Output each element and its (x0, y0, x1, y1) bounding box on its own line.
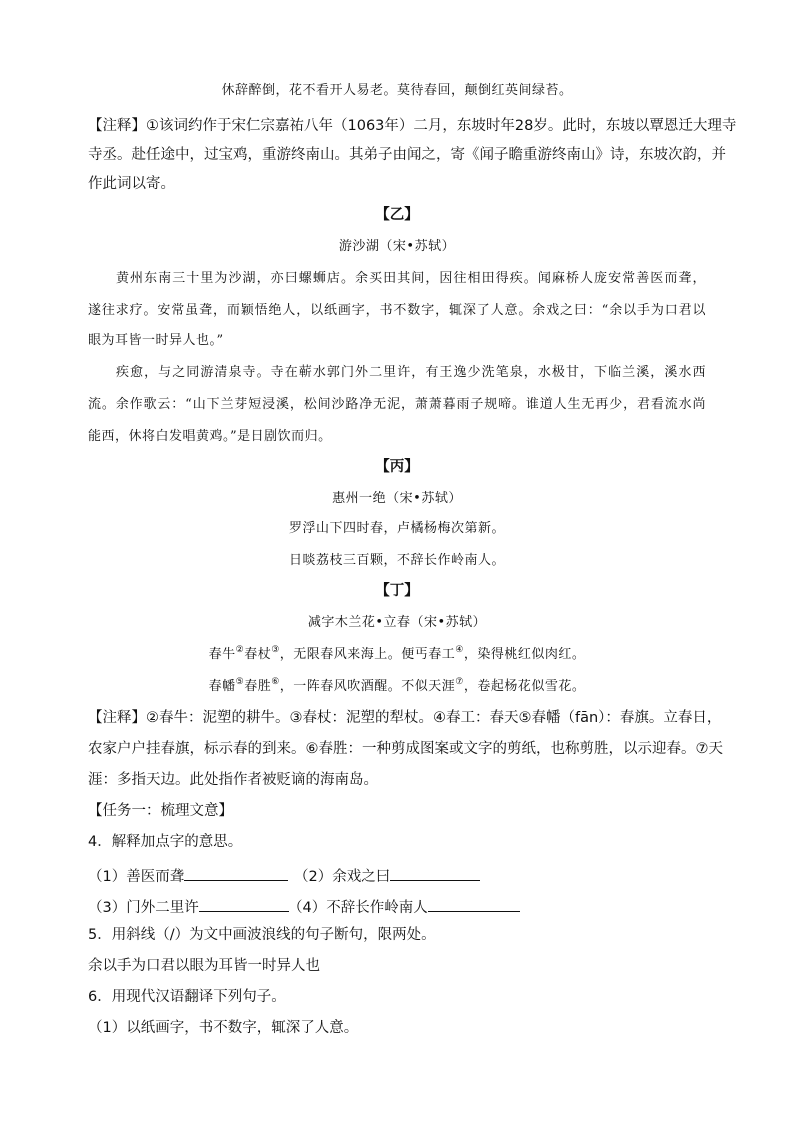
ding-l1-a: 春牛 (208, 647, 236, 662)
ding-l1-b: 春杖 (244, 647, 272, 662)
q4-item-4-label: （4）不辞长作岭南人 (288, 900, 428, 916)
q4-item-3-label: （3）门外二里许 (88, 900, 199, 916)
poem-jia-last-line: 休辞醉倒，花不看开人易老。莫待春回，颠倒红英间绿苔。 (221, 83, 573, 98)
bing-poem-line-2: 日啖荔枝三百颗，不辞长作岭南人。 (288, 553, 505, 568)
question-6-stem: 6．用现代汉语翻译下列句子。 (88, 989, 286, 1005)
ding-poem-line-2 (0, 677, 794, 694)
q4-item-1-answer-blank[interactable] (184, 866, 288, 881)
question-4-row-2 (88, 897, 289, 916)
annotation-2-line-3: 涯：多指天边。此处指作者被贬谪的海南岛。 (88, 772, 378, 788)
section-bing-heading: 【丙】 (375, 459, 419, 475)
section-yi-heading: 【乙】 (375, 207, 419, 223)
annotation-2-line-1: 【注释】②春牛：泥塑的耕牛。③春杖：泥塑的犁杖。④春工：春天⑤春幡（fān）：春旗。立春日， (88, 710, 722, 726)
yi-para-2-line-1: 疾愈，与之同游清泉寺。寺在蕲水郭门外二里许，有王逸少洗笔泉，水极甘，下临兰溪，溪水西 (116, 365, 706, 380)
note-mark-6: ⑥ (271, 677, 280, 687)
q4-item-3-answer-blank[interactable] (199, 897, 289, 912)
section-ding-heading: 【丁】 (375, 583, 419, 599)
yi-para-2-line-3: 能西，休将白发唱黄鸡。”是日剧饮而归。 (88, 429, 332, 444)
note-mark-7: ⑦ (455, 677, 464, 687)
note-mark-5: ⑤ (235, 677, 245, 687)
note-mark-4: ④ (455, 645, 464, 655)
q4-item-2-label: （2）余戏之曰 (294, 869, 391, 885)
note-mark-3: ③ (271, 645, 280, 655)
yi-para-1-line-1: 黄州东南三十里为沙湖，亦曰螺蛳店。余买田其间，因往相田得疾。闻麻桥人庞安常善医而聋， (116, 271, 706, 286)
annotation-1-line-2: 寺丞。赴任途中，过宝鸡，重游终南山。其弟子由闻之，寄《闻子瞻重游终南山》诗，东坡次韵，并 (88, 147, 726, 163)
annotation-2-line-2: 农家户户挂春旗，标示春的到来。⑥春胜：一种剪成图案或文字的剪纸，也称剪胜，以示迎春。⑦天 (88, 741, 723, 757)
q4-item-1-label: （1）善医而聋 (88, 869, 185, 885)
annotation-1-line-3: 作此词以寄。 (88, 176, 175, 192)
ding-l2-a: 春幡 (208, 679, 236, 694)
task-1-heading: 【任务一：梳理文意】 (88, 803, 233, 819)
question-4-row-2b (288, 897, 520, 916)
question-4-row-1b (294, 866, 480, 885)
yi-para-1-line-3: 眼为耳皆一时异人也。” (88, 333, 224, 348)
ding-l2-b: 春胜 (244, 679, 272, 694)
ding-l2-d: ，卷起杨花似雪花。 (463, 679, 586, 694)
bing-poem-line-1: 罗浮山下四时春，卢橘杨梅次第新。 (288, 521, 505, 536)
section-ding-title: 减字木兰花•立春（宋•苏轼） (307, 615, 487, 630)
ding-poem-line-1 (0, 645, 794, 662)
section-yi-title: 游沙湖（宋•苏轼） (338, 239, 456, 254)
section-bing-title: 惠州一绝（宋•苏轼） (332, 491, 462, 506)
annotation-1-line-1: 【注释】①该词约作于宋仁宗嘉祐八年（1063年）二月，东坡时年28岁。此时，东坡以覃恩迁大理寺 (88, 118, 737, 134)
ding-l1-d: ，染得桃红似肉红。 (463, 647, 586, 662)
question-4-stem: 4．解释加点字的意思。 (88, 834, 243, 850)
question-5-sentence: 余以手为口君以眼为耳皆一时异人也 (88, 958, 320, 974)
yi-para-2-line-2: 流。余作歌云：“山下兰芽短浸溪，松间沙路净无泥，萧萧暮雨子规啼。谁道人生无再少，君看流水尚 (88, 397, 706, 412)
question-5-stem: 5．用斜线（/）为文中画波浪线的句子断句，限两处。 (88, 927, 436, 943)
q4-item-2-answer-blank[interactable] (390, 866, 480, 881)
question-4-row-1 (88, 866, 288, 885)
ding-l2-c: ，一阵春风吹酒醒。不似天涯 (279, 679, 456, 694)
ding-l1-c: ，无限春风来海上。便丐春工 (279, 647, 456, 662)
q4-item-4-answer-blank[interactable] (428, 897, 520, 912)
yi-para-1-line-2: 遂往求疗。安常虽聋，而颖悟绝人，以纸画字，书不数字，辄深了人意。余戏之曰：“余以手为口君以 (88, 303, 706, 318)
question-6-item-1: （1）以纸画字，书不数字，辄深了人意。 (88, 1020, 359, 1036)
note-mark-2: ② (235, 645, 245, 655)
